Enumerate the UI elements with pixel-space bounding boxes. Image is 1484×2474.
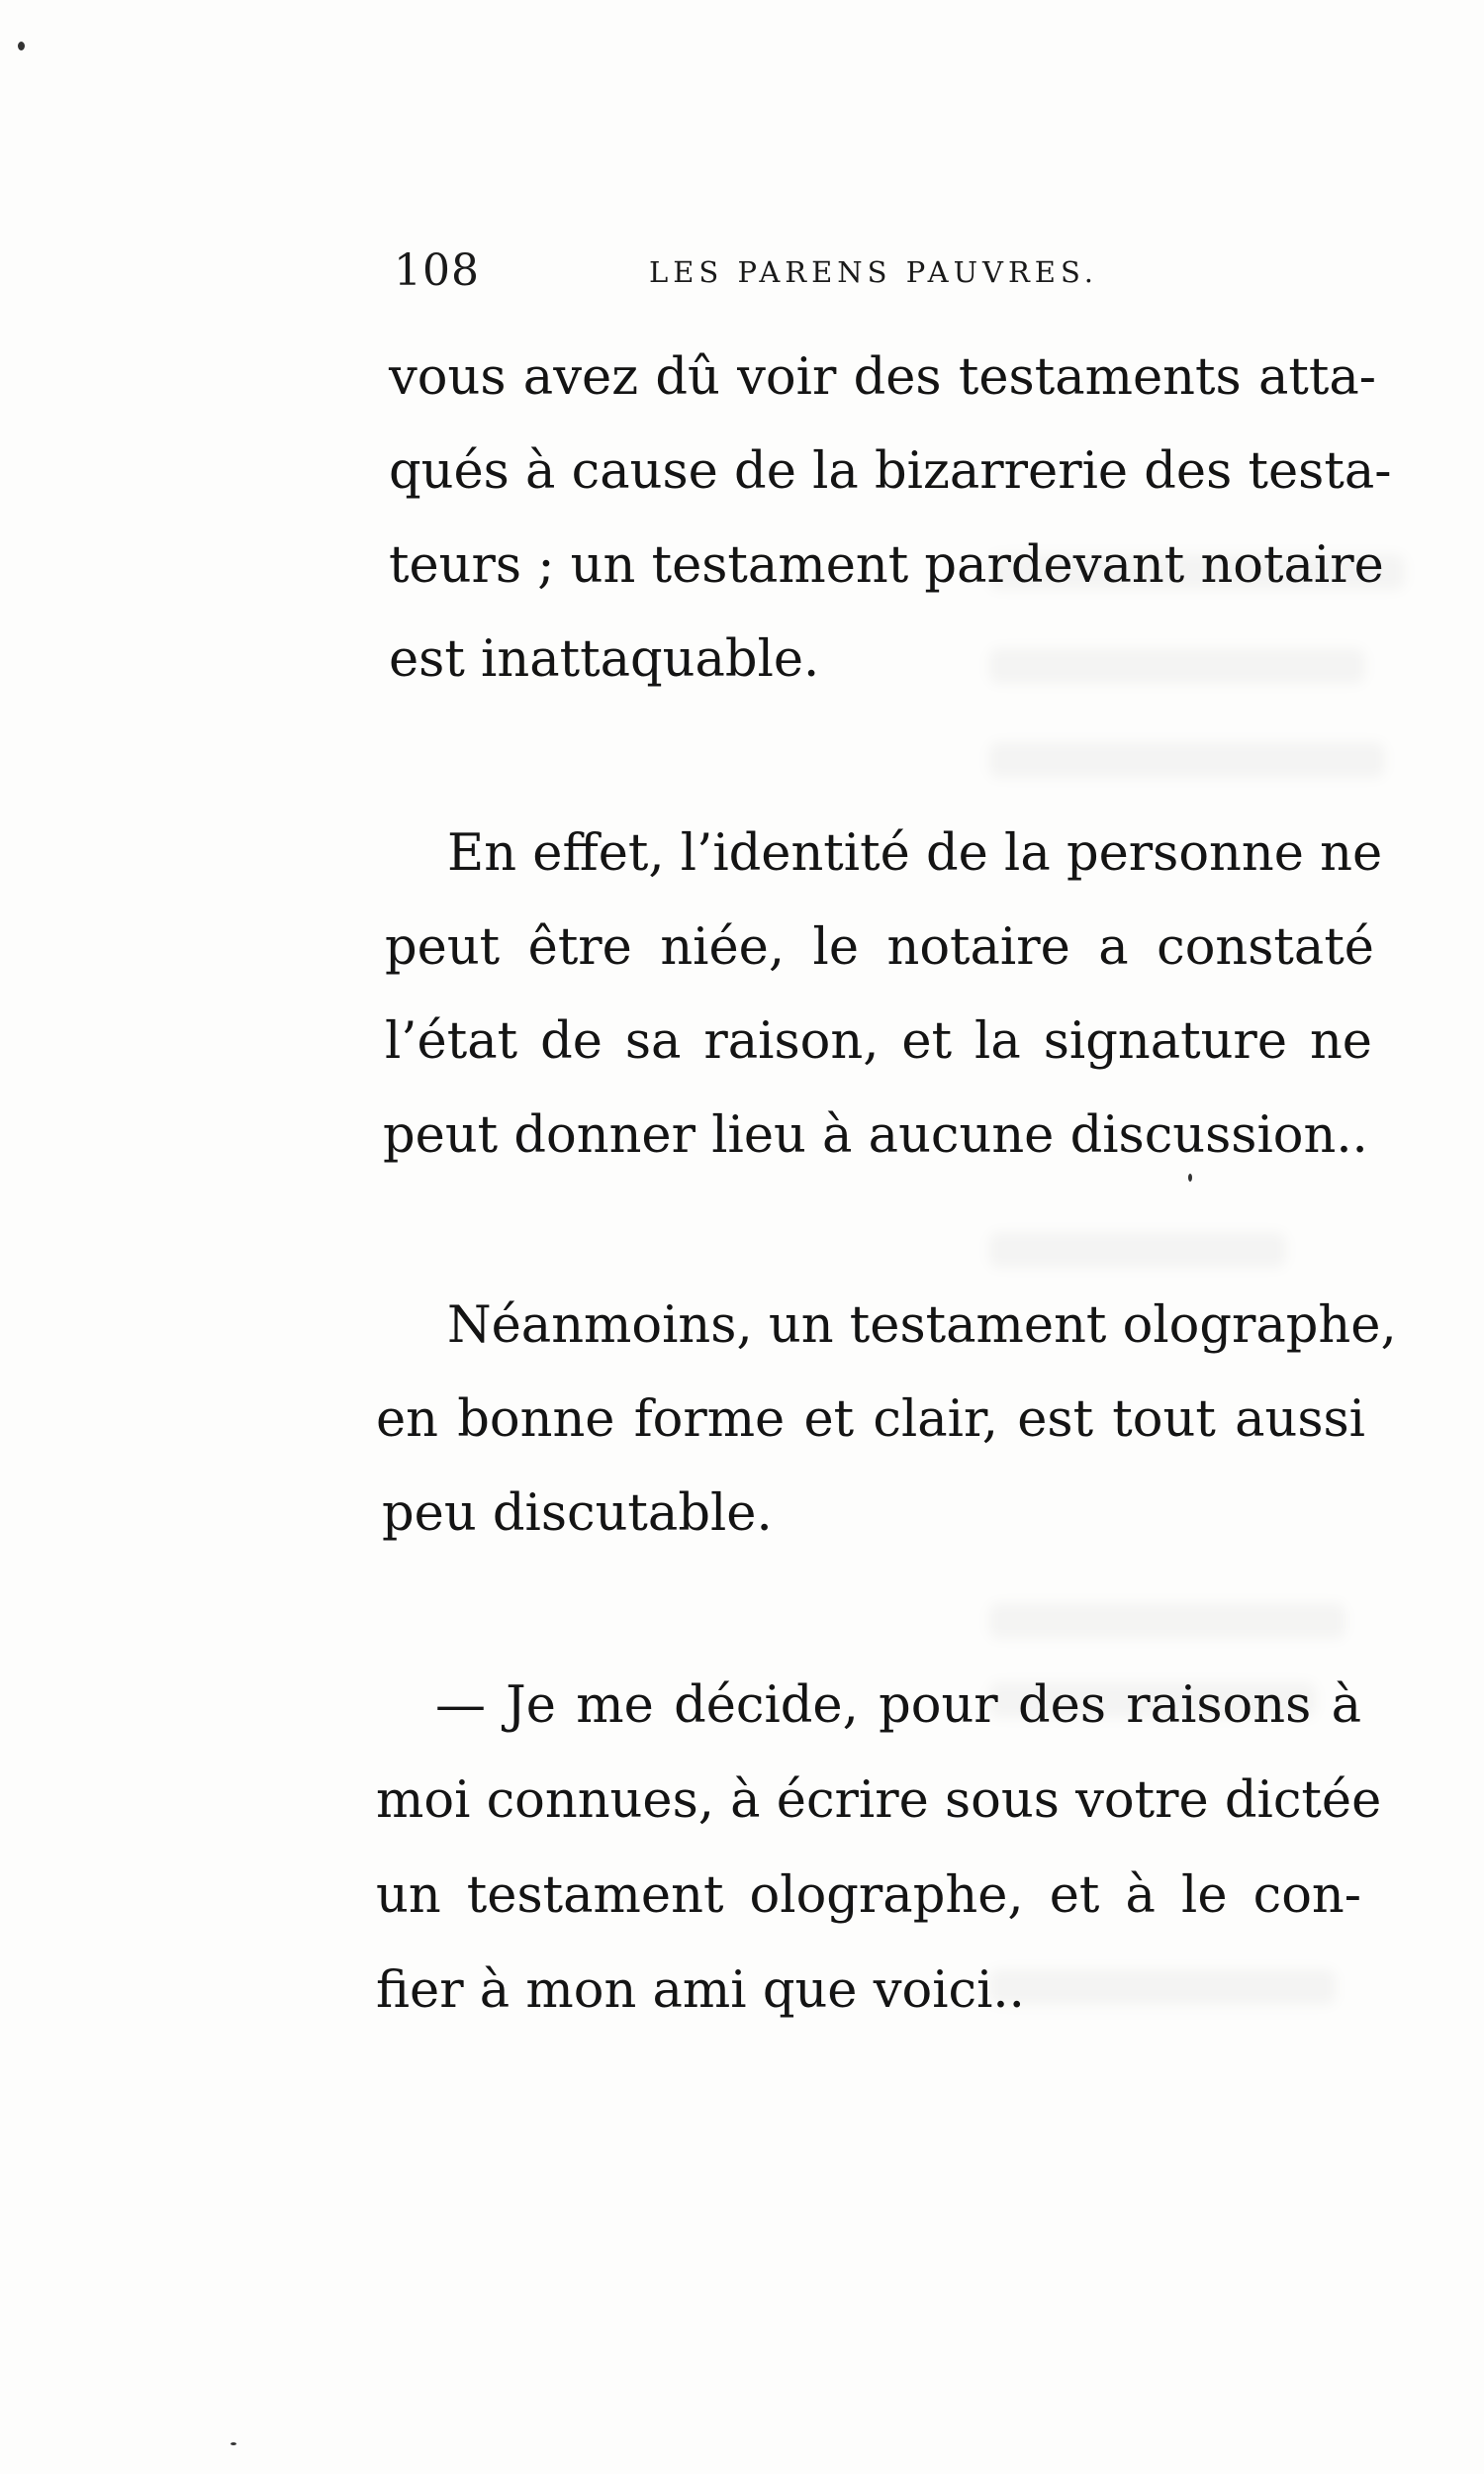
- text-line: [0, 1771, 1484, 1841]
- line-text: teurs ; un testament pardevant notaire: [389, 536, 1384, 595]
- running-header: [394, 245, 1383, 305]
- text-line: [0, 1866, 1484, 1936]
- running-title: LES PARENS PAUVRES.: [649, 255, 1099, 289]
- text-line: [0, 1106, 1484, 1176]
- text-line: [0, 1676, 1484, 1746]
- text-line: [0, 1484, 1484, 1554]
- text-line: [0, 1296, 1484, 1366]
- text-line: [0, 536, 1484, 606]
- page-number: 108: [394, 245, 480, 296]
- text-line: [0, 824, 1484, 894]
- line-text: peut donner lieu à aucune discussion..: [383, 1106, 1368, 1165]
- text-line: [0, 918, 1484, 988]
- line-text: En effet, l’identité de la personne ne: [447, 824, 1383, 883]
- line-text: peut être niée, le notaire a constaté: [385, 918, 1374, 977]
- text-line: [0, 630, 1484, 700]
- text-line: [0, 442, 1484, 512]
- line-text: vous avez dû voir des testaments atta-: [389, 348, 1376, 407]
- line-text: un testament olographe, et à le con-: [376, 1866, 1361, 1925]
- line-text: peu discutable.: [382, 1484, 773, 1543]
- show-through-shadow: [989, 742, 1385, 778]
- line-text: en bonne forme et clair, est tout aussi: [376, 1390, 1365, 1449]
- line-text: — Je me décide, pour des raisons à: [435, 1676, 1361, 1735]
- text-line: [0, 1012, 1484, 1082]
- line-text: fier à mon ami que voici..: [376, 1961, 1025, 2020]
- text-line: [0, 1961, 1484, 2031]
- ink-speck: [18, 42, 25, 50]
- show-through-shadow: [989, 1232, 1286, 1268]
- line-text: Néanmoins, un testament olographe,: [447, 1296, 1397, 1355]
- text-line: [0, 1390, 1484, 1460]
- line-text: est inattaquable.: [389, 630, 820, 689]
- line-text: l’état de sa raison, et la signature ne: [385, 1012, 1372, 1071]
- show-through-shadow: [989, 1603, 1345, 1639]
- ink-speck: [231, 2442, 236, 2445]
- line-text: moi connues, à écrire sous votre dictée: [376, 1771, 1382, 1830]
- line-text: qués à cause de la bizarrerie des testa-: [389, 442, 1392, 501]
- text-line: [0, 348, 1484, 418]
